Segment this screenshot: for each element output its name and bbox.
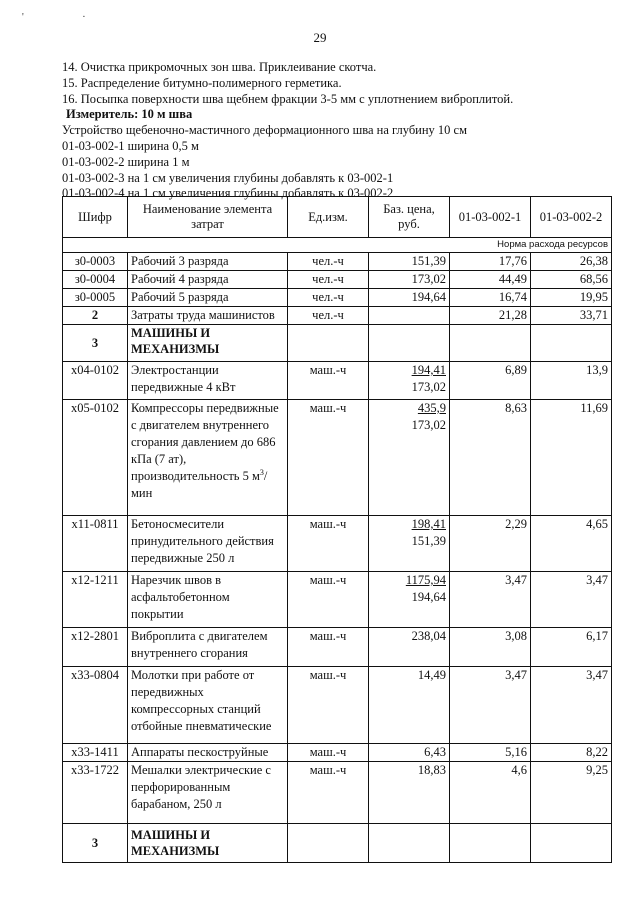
header-code: Шифр (63, 197, 128, 238)
row-name: Виброплита с двигателем внутреннего сгорания (128, 628, 288, 667)
row-value-1: 21,28 (450, 307, 531, 325)
row-code: х05-0102 (63, 400, 128, 516)
row-unit: маш.-ч (288, 362, 369, 400)
work-step: 16. Посыпка поверхности шва щебнем фракции 3-5 мм с уплотнением виброплитой. (62, 91, 514, 106)
row-value-2: 13,9 (531, 362, 612, 400)
row-name: Рабочий 4 разряда (128, 271, 288, 289)
row-unit: чел.-ч (288, 307, 369, 325)
header-unit: Ед.изм. (288, 197, 369, 238)
row-value-2: 68,56 (531, 271, 612, 289)
work-step: 14. Очистка прикромочных зон шва. Приклеивание скотча. (62, 60, 377, 74)
empty-cell (288, 824, 369, 863)
price-main: 198,41 (411, 517, 446, 531)
row-name: Бетоносмесители принудительного действия передвижные 250 л (128, 516, 288, 572)
row-price: 238,04 (369, 628, 450, 667)
empty-cell (369, 824, 450, 863)
section-title: МАШИНЫ И МЕХАНИЗМЫ (128, 824, 288, 863)
norm-label: Норма расхода ресурсов (63, 238, 612, 253)
row-price: 151,39 (369, 253, 450, 271)
row-code: х12-2801 (63, 628, 128, 667)
empty-cell (531, 325, 612, 362)
row-name: Мешалки электрические с перфорированным барабаном, 250 л (128, 762, 288, 824)
row-name: Аппараты пескоструйные (128, 744, 288, 762)
price-sub: 173,02 (411, 380, 446, 394)
section-code: 3 (63, 325, 128, 362)
row-name (128, 400, 288, 516)
work-title: Устройство щебеночно-мастичного деформационного шва на глубину 10 см (62, 123, 468, 138)
table-row (63, 400, 612, 516)
row-code: 2 (63, 307, 128, 325)
section-code: 3 (63, 824, 128, 863)
row-price (369, 516, 450, 572)
row-unit: маш.-ч (288, 516, 369, 572)
row-price (369, 400, 450, 516)
meter-label: Измеритель: 10 м шва (66, 107, 193, 122)
price-sub: 194,64 (411, 590, 446, 604)
table-row (63, 289, 612, 307)
table-row (63, 253, 612, 271)
row-price: 6,43 (369, 744, 450, 762)
row-name: Рабочий 5 разряда (128, 289, 288, 307)
row-unit: маш.-ч (288, 667, 369, 744)
variant-line: 01-03-002-2 ширина 1 м (62, 154, 190, 169)
row-price: 18,83 (369, 762, 450, 824)
row-unit: маш.-ч (288, 400, 369, 516)
header-col1: 01-03-002-1 (450, 197, 531, 238)
row-value-1: 6,89 (450, 362, 531, 400)
empty-cell (369, 325, 450, 362)
row-name-sup: 3 (259, 467, 264, 477)
price-main: 1175,94 (405, 573, 446, 587)
row-price (369, 307, 450, 325)
table-header-row (63, 197, 612, 238)
row-code: х04-0102 (63, 362, 128, 400)
variant-line: 01-03-002-1 ширина 0,5 м (62, 138, 199, 153)
section-title: МАШИНЫ И МЕХАНИЗМЫ (128, 325, 288, 362)
row-unit: чел.-ч (288, 253, 369, 271)
header-name: Наименование элемента затрат (128, 197, 288, 238)
resource-table (62, 196, 612, 863)
header-col2: 01-03-002-2 (531, 197, 612, 238)
table-row (63, 271, 612, 289)
row-value-1: 8,63 (450, 400, 531, 516)
row-name: Нарезчик швов в асфальтобетонном покрытии (128, 572, 288, 628)
work-description (62, 60, 622, 202)
price-main: 435,9 (417, 401, 446, 415)
row-unit: чел.-ч (288, 271, 369, 289)
row-code: з0-0004 (63, 271, 128, 289)
row-value-2: 6,17 (531, 628, 612, 667)
section-row (63, 824, 612, 863)
table-row (63, 628, 612, 667)
row-value-2: 4,65 (531, 516, 612, 572)
variant-line: 01-03-002-3 на 1 см увеличения глубины добавлять к 03-002-1 (62, 170, 394, 185)
row-value-1: 17,76 (450, 253, 531, 271)
row-value-1: 44,49 (450, 271, 531, 289)
row-value-2: 8,22 (531, 744, 612, 762)
price-main: 194,41 (411, 363, 446, 377)
row-value-2: 11,69 (531, 400, 612, 516)
table-row (63, 744, 612, 762)
row-code: з0-0005 (63, 289, 128, 307)
row-value-2: 19,95 (531, 289, 612, 307)
row-code: х12-1211 (63, 572, 128, 628)
table-row (63, 307, 612, 325)
row-unit: маш.-ч (288, 762, 369, 824)
price-sub: 173,02 (411, 418, 446, 432)
row-value-2: 3,47 (531, 572, 612, 628)
variant-line: 01-03-002-4 на 1 см увеличения глубины добавлять к 03-002-2 (62, 186, 394, 201)
row-unit: маш.-ч (288, 744, 369, 762)
row-name: Электростанции передвижные 4 кВт (128, 362, 288, 400)
row-price (369, 572, 450, 628)
row-name-tail: /мин (131, 469, 268, 500)
row-price: 194,64 (369, 289, 450, 307)
row-value-2: 9,25 (531, 762, 612, 824)
table-row (63, 516, 612, 572)
norm-row (63, 238, 612, 253)
empty-cell (288, 325, 369, 362)
row-name: Молотки при работе от передвижных компрессорных станций отбойные пневматические (128, 667, 288, 744)
section-row (63, 325, 612, 362)
row-price (369, 362, 450, 400)
row-name: Рабочий 3 разряда (128, 253, 288, 271)
page-number: 29 (313, 30, 327, 45)
row-price: 173,02 (369, 271, 450, 289)
row-value-2: 33,71 (531, 307, 612, 325)
row-value-2: 3,47 (531, 667, 612, 744)
row-value-1: 3,47 (450, 572, 531, 628)
row-unit: маш.-ч (288, 572, 369, 628)
header-price: Баз. цена, руб. (369, 197, 450, 238)
row-name: Затраты труда машинистов (128, 307, 288, 325)
row-value-1: 3,08 (450, 628, 531, 667)
row-value-2: 26,38 (531, 253, 612, 271)
row-code: х33-0804 (63, 667, 128, 744)
table-row (63, 362, 612, 400)
row-name-text: Компрессоры передвижные с двигателем внутреннего сгорания давлением до 686 кПа (7 ат), производительность 5 м (131, 401, 279, 483)
scan-marks: ' · (22, 12, 114, 23)
row-unit: маш.-ч (288, 628, 369, 667)
empty-cell (450, 325, 531, 362)
row-value-1: 4,6 (450, 762, 531, 824)
work-step: 15. Распределение битумно-полимерного герметика. (62, 75, 342, 90)
row-code: х33-1722 (63, 762, 128, 824)
table-row (63, 762, 612, 824)
row-code: х33-1411 (63, 744, 128, 762)
row-value-1: 5,16 (450, 744, 531, 762)
empty-cell (531, 824, 612, 863)
table-row (63, 572, 612, 628)
empty-cell (450, 824, 531, 863)
row-code: х11-0811 (63, 516, 128, 572)
table-row (63, 667, 612, 744)
price-sub: 151,39 (411, 534, 446, 548)
row-price: 14,49 (369, 667, 450, 744)
row-unit: чел.-ч (288, 289, 369, 307)
row-value-1: 3,47 (450, 667, 531, 744)
row-value-1: 16,74 (450, 289, 531, 307)
row-value-1: 2,29 (450, 516, 531, 572)
row-code: з0-0003 (63, 253, 128, 271)
